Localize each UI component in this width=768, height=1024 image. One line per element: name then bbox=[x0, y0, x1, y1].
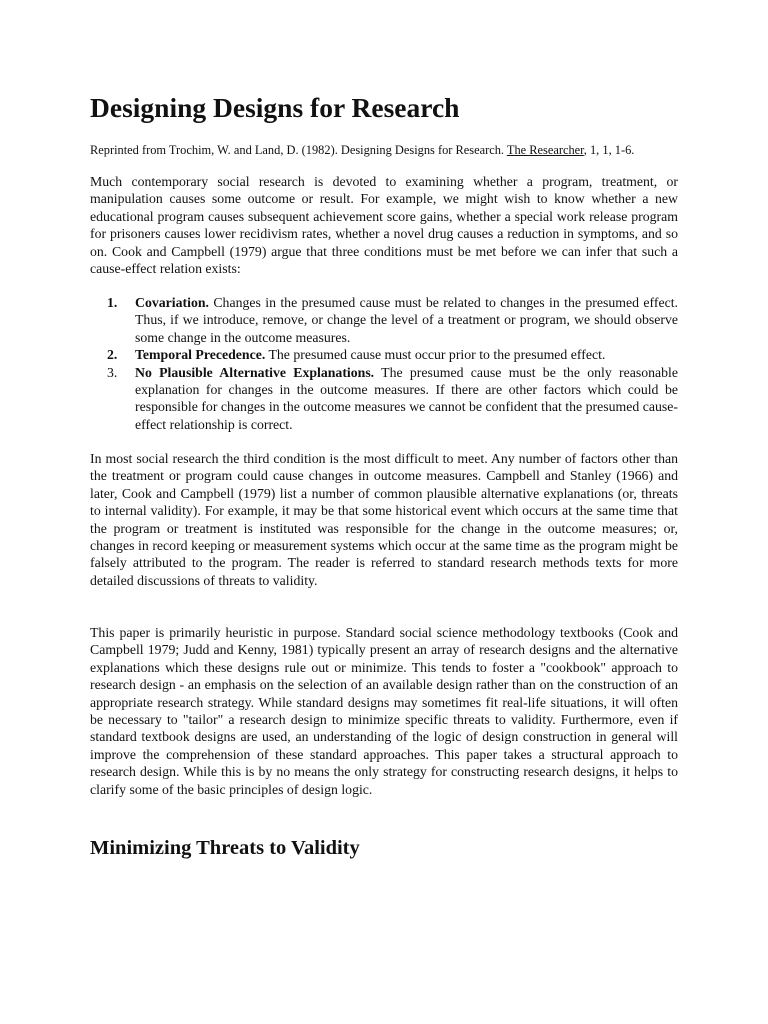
conditions-list bbox=[107, 294, 678, 433]
purpose-paragraph: This paper is primarily heuristic in purpose. Standard social science methodology textbooks (Cook and Campbell 1979; Judd and Kenny, 1981) typically present an array of research designs and the alternative explanations which these designs rule out or minimize. This tends to foster a "cookbook" approach to research design - an emphasis on the selection of an available design rather than on the construction of an appropriate research strategy. While standard designs may sometimes fit real-life situations, it will often be necessary to "tailor" a research design to minimize specific threats to validity. Furthermore, even if standard textbook designs are used, an understanding of the logic of design construction in general will improve the comprehension of these standard approaches. This paper takes a structural approach to research design. While this is by no means the only strategy for constructing research designs, it helps to clarify some of the basic principles of design logic. bbox=[90, 625, 678, 797]
intro-paragraph: Much contemporary social research is devoted to examining whether a program, treatment, or manipulation causes some outcome or result. For example, we might wish to know whether a new educational program causes subsequent achievement score gains, whether a special work release program for prisoners causes lower recidivism rates, whether a novel drug causes a reduction in symptoms, and so on. Cook and Campbell (1979) argue that three conditions must be met before we can infer that such a cause-effect relation exists: bbox=[90, 174, 678, 277]
condition-item bbox=[107, 364, 678, 434]
condition-number: 1. bbox=[107, 295, 118, 310]
condition-text: The presumed cause must occur prior to the presumed effect. bbox=[265, 347, 606, 363]
condition-item bbox=[107, 294, 678, 346]
citation-journal: The Researcher bbox=[506, 143, 584, 157]
citation-text: Reprinted from Trochim, W. and Land, D. (1982). Designing Designs for Research. bbox=[90, 143, 507, 157]
condition-text: Changes in the presumed cause must be related to changes in the presumed effect. Thus, if we introduce, remove, or change the level of a treatment or program, we should observe some change in the outcome measures. bbox=[135, 295, 678, 345]
condition-number: 3. bbox=[107, 364, 118, 380]
section-heading: Minimizing Threats to Validity bbox=[90, 837, 360, 859]
condition-term: No Plausible Alternative Explanations. bbox=[135, 364, 375, 380]
threats-paragraph: In most social research the third condition is the most difficult to meet. Any number of factors other than the treatment or program could cause changes in outcome measures. Campbell and Stanley (1966) and later, Cook and Campbell (1979) list a number of common plausible alternative explanations (or, threats to internal validity). For example, it may be that some historical event which occurs at the same time that the program or treatment is instituted was responsible for the change in the outcome measures; or, changes in record keeping or measurement systems which occur at the same time as the program might be falsely attributed to the program. The reader is referred to standard research methods texts for more detailed discussions of threats to validity. bbox=[90, 451, 678, 588]
page-title: Designing Designs for Research bbox=[90, 92, 460, 123]
condition-term: Temporal Precedence. bbox=[135, 347, 266, 363]
condition-number: 2. bbox=[107, 347, 118, 363]
citation-details: , 1, 1, 1-6. bbox=[583, 143, 635, 157]
citation bbox=[90, 141, 634, 159]
condition-item bbox=[107, 346, 678, 363]
condition-term: Covariation. bbox=[135, 295, 209, 310]
condition-text: The presumed cause must be the only reasonable explanation for changes in the outcome measures. If there are other factors which could be responsible for changes in the outcome measures we cannot be confident that the presumed cause-effect relationship is correct. bbox=[135, 364, 679, 432]
